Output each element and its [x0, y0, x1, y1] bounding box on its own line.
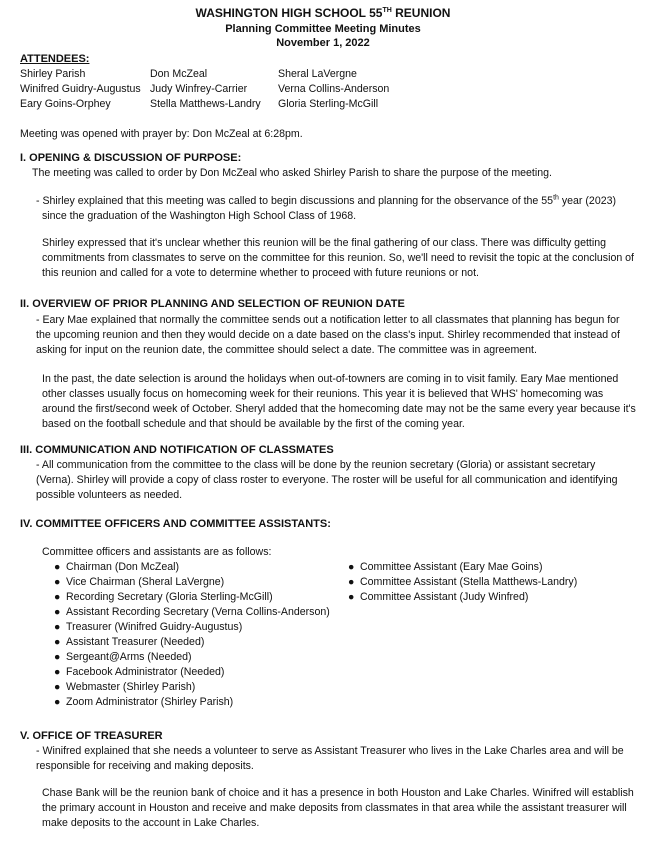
- section-5-paragraph-1: - Winifred explained that she needs a volunteer to serve as Assistant Treasurer who lives in the Lake Charles area and will be responsible for receiving and making deposits.: [36, 745, 624, 772]
- section-5-paragraph-2: Chase Bank will be the reunion bank of choice and it has a presence in both Houston and Lake Charles. Winifred will establish the primary account in Houston and receive and make deposits from classmates in that area while the assistant treasurer will make deposits to the account in Lake Charles.: [42, 787, 634, 829]
- list-item: ● Chairman (Don McZeal): [54, 561, 180, 573]
- meeting-date: November 1, 2022: [276, 37, 370, 49]
- attendees-column-1: [20, 67, 141, 112]
- attendee: Sheral LaVergne: [278, 68, 357, 80]
- officers-list: [54, 560, 330, 710]
- list-item: ● Vice Chairman (Sheral LaVergne): [54, 576, 225, 588]
- section-1-paragraph-2: - Shirley explained that this meeting was called to begin discussions and planning for the observance of the 55th year (2023) since the graduation of the Washington High School Class of 1968.: [36, 194, 617, 222]
- assistants-list: [348, 560, 577, 605]
- attendee: Judy Winfrey-Carrier: [150, 83, 248, 95]
- list-item: ● Committee Assistant (Eary Mae Goins): [348, 561, 543, 573]
- section-1-paragraph-1: The meeting was called to order by Don McZeal who asked Shirley Parish to share the purpose of the meeting.: [32, 167, 552, 179]
- section-1-heading: I. OPENING & DISCUSSION OF PURPOSE:: [20, 152, 242, 164]
- officers-intro: Committee officers and assistants are as follows:: [42, 546, 272, 558]
- section-3-paragraph-1: - All communication from the committee to the class will be done by the reunion secretary (Gloria) or assistant secretary (Verna). Shirley will provide a copy of class roster to everyone. The roster will be useful for all communication and identifying possible volunteers as needed.: [36, 459, 618, 501]
- section-4-heading: IV. COMMITTEE OFFICERS AND COMMITTEE ASSISTANTS:: [20, 518, 331, 530]
- opening-prayer-note: Meeting was opened with prayer by: Don McZeal at 6:28pm.: [20, 128, 303, 140]
- list-item: ● Sergeant@Arms (Needed): [54, 651, 192, 663]
- attendees-column-2: [150, 67, 261, 112]
- attendee: Stella Matthews-Landry: [150, 98, 261, 110]
- list-item: ● Webmaster (Shirley Parish): [54, 681, 196, 693]
- list-item: ● Zoom Administrator (Shirley Parish): [54, 696, 234, 708]
- section-1-paragraph-3: Shirley expressed that it's unclear whether this reunion will be the final gathering of our class. There was difficulty getting commitments from classmates to serve on the committee for this reunion. So, we'll need to revisit the topic at the conclusion of this reunion and called for a vote to determine whether to proceed with future reunions or not.: [42, 237, 635, 279]
- list-item: ● Assistant Treasurer (Needed): [54, 636, 205, 648]
- attendee: Gloria Sterling-McGill: [278, 98, 379, 110]
- list-item: ● Committee Assistant (Stella Matthews-Landry): [348, 576, 578, 588]
- list-item: ● Assistant Recording Secretary (Verna Collins-Anderson): [54, 606, 330, 618]
- attendee: Winifred Guidry-Augustus: [20, 83, 141, 95]
- attendee: Don McZeal: [150, 68, 208, 80]
- document-subtitle: Planning Committee Meeting Minutes: [225, 23, 421, 35]
- section-2-paragraph-1: - Eary Mae explained that normally the committee sends out a notification letter to all classmates that planning has begun for the upcoming reunion and then they would decide on a date based on the class's input. Shirley recommended that instead of asking for input on the reunion date, the committee should select a date. The committee was in agreement.: [36, 314, 620, 356]
- list-item: ● Recording Secretary (Gloria Sterling-McGill): [54, 591, 273, 603]
- attendee: Verna Collins-Anderson: [278, 83, 390, 95]
- list-item: ● Treasurer (Winifred Guidry-Augustus): [54, 621, 243, 633]
- list-item: ● Facebook Administrator (Needed): [54, 666, 225, 678]
- attendees-column-3: [278, 67, 389, 112]
- section-5-heading: V. OFFICE OF TREASURER: [20, 730, 163, 742]
- section-2-paragraph-2: In the past, the date selection is around the holidays when out-of-towners are coming in to visit family. Eary Mae mentioned other classes usually focus on homecoming week for their reunions. This year it is believed that WHS' homecoming was around the first/second week of October. Sheryl added that the homecoming date may not be the same every year because it's based on the football schedule and that should be available by the first of the coming year.: [42, 373, 636, 430]
- attendee: Eary Goins-Orphey: [20, 98, 111, 110]
- attendees-heading: ATTENDEES:: [20, 53, 90, 65]
- section-3-heading: III. COMMUNICATION AND NOTIFICATION OF CLASSMATES: [20, 444, 334, 456]
- list-item: ● Committee Assistant (Judy Winfred): [348, 591, 529, 603]
- document-title: WASHINGTON HIGH SCHOOL 55TH REUNION: [195, 6, 451, 20]
- section-2-heading: II. OVERVIEW OF PRIOR PLANNING AND SELECTION OF REUNION DATE: [20, 298, 405, 310]
- attendee: Shirley Parish: [20, 68, 86, 80]
